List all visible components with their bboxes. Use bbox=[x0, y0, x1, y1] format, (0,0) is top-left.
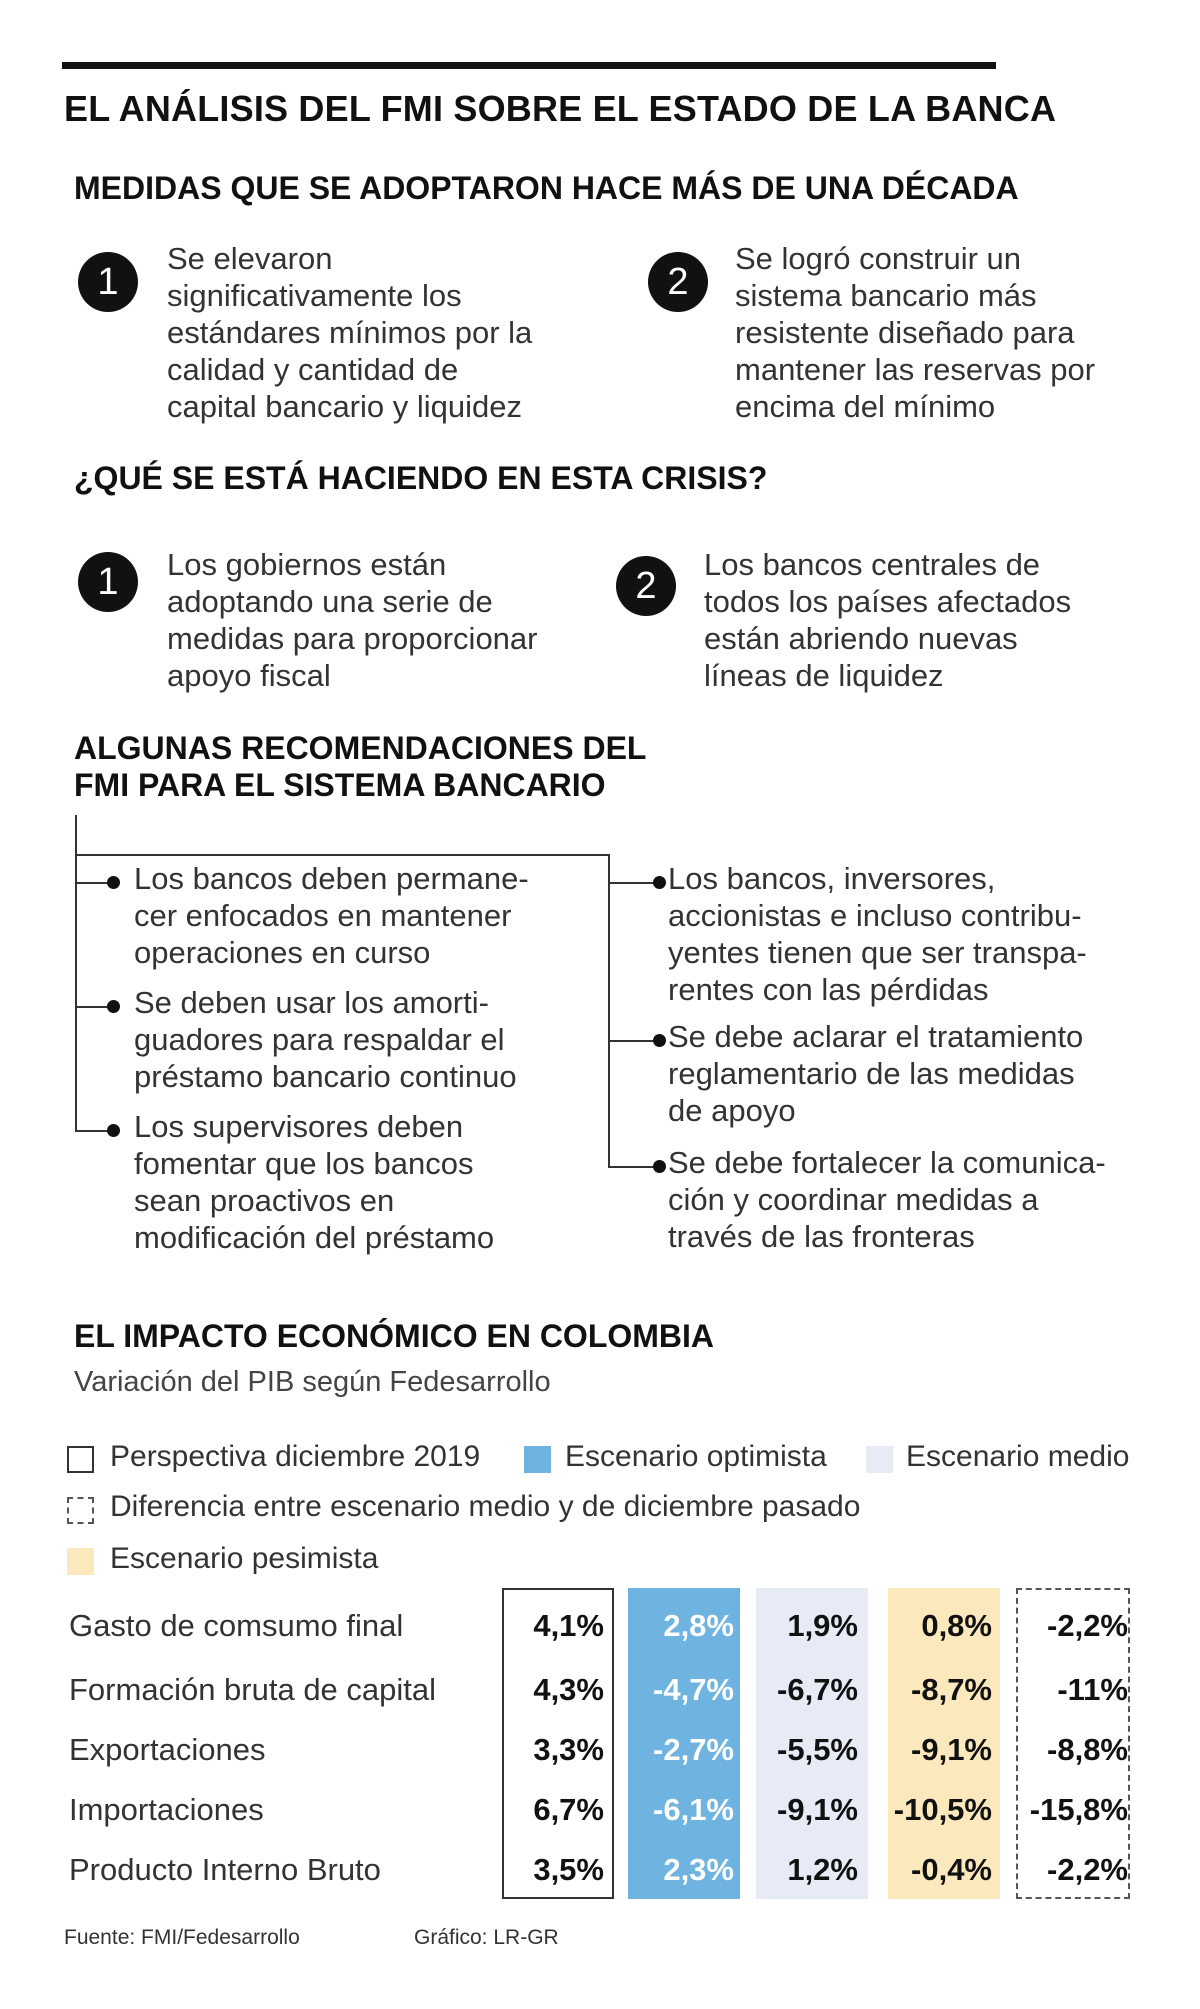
table-cell: -2,7% bbox=[653, 1732, 734, 1767]
section-heading-recomendaciones: ALGUNAS RECOMENDACIONES DEL FMI PARA EL SISTEMA BANCARIO bbox=[74, 730, 647, 803]
section-heading-medidas: MEDIDAS QUE SE ADOPTARON HACE MÁS DE UNA DÉCADA bbox=[74, 170, 1019, 206]
recommendation-text: Se deben usar los amorti- guadores para respaldar el préstamo bancario continuo bbox=[134, 985, 517, 1094]
bullet-dot bbox=[653, 1034, 666, 1047]
legend-label-medio: Escenario medio bbox=[906, 1440, 1130, 1473]
table-cell: 3,5% bbox=[533, 1852, 604, 1887]
table-cell: -4,7% bbox=[653, 1672, 734, 1707]
table-cell: -10,5% bbox=[893, 1792, 992, 1827]
page-title: EL ANÁLISIS DEL FMI SOBRE EL ESTADO DE LA BANCA bbox=[64, 88, 1057, 129]
recommendation-text: Los supervisores deben fomentar que los bancos sean proactivos en modificación del préstamo bbox=[134, 1109, 495, 1255]
bullet-dot bbox=[653, 1160, 666, 1173]
table-cell: -6,7% bbox=[777, 1672, 858, 1707]
recommendation-text: Los bancos deben permane- cer enfocados en mantener operaciones en curso bbox=[134, 861, 529, 970]
table-cell: -2,2% bbox=[1047, 1852, 1128, 1887]
table-cell: -15,8% bbox=[1029, 1792, 1128, 1827]
graphic-credit: Gráfico: LR-GR bbox=[414, 1926, 559, 1949]
recommendation-text: Se debe fortalecer la comunica- ción y coordinar medidas a través de las fronteras bbox=[668, 1145, 1106, 1254]
table-cell: 3,3% bbox=[533, 1732, 604, 1767]
table-cell: 1,2% bbox=[787, 1852, 858, 1887]
row-label: Exportaciones bbox=[69, 1732, 266, 1767]
number-badge-2: 2 bbox=[648, 252, 708, 312]
table-cell: 2,3% bbox=[663, 1852, 734, 1887]
crisis-1-text: Los gobiernos están adoptando una serie de medidas para proporcionar apoyo fiscal bbox=[167, 547, 538, 693]
row-label: Importaciones bbox=[69, 1792, 264, 1827]
connector-line bbox=[75, 854, 610, 856]
legend-swatch-pesimista bbox=[67, 1548, 94, 1575]
row-label: Producto Interno Bruto bbox=[69, 1852, 381, 1887]
legend-swatch-diferencia bbox=[67, 1497, 94, 1524]
table-cell: 4,1% bbox=[533, 1608, 604, 1643]
crisis-2-text: Los bancos centrales de todos los países afectados están abriendo nuevas líneas de liquidez bbox=[704, 547, 1072, 693]
table-cell: -9,1% bbox=[777, 1792, 858, 1827]
table-cell: -6,1% bbox=[653, 1792, 734, 1827]
bullet-dot bbox=[653, 876, 666, 889]
section-heading-impacto: EL IMPACTO ECONÓMICO EN COLOMBIA bbox=[74, 1318, 715, 1354]
table-cell: 2,8% bbox=[663, 1608, 734, 1643]
table-cell: -8,7% bbox=[911, 1672, 992, 1707]
top-rule bbox=[62, 62, 996, 69]
measure-2-text: Se logró construir un sistema bancario más resistente diseñado para mantener las reservas por encima del mínimo bbox=[735, 241, 1096, 424]
connector-line bbox=[608, 854, 610, 1168]
legend-label-optimista: Escenario optimista bbox=[565, 1440, 827, 1473]
section-heading-crisis: ¿QUÉ SE ESTÁ HACIENDO EN ESTA CRISIS? bbox=[74, 460, 768, 496]
legend-swatch-medio bbox=[866, 1446, 893, 1473]
section-subheading: Variación del PIB según Fedesarrollo bbox=[74, 1366, 551, 1398]
table-cell: 0,8% bbox=[921, 1608, 992, 1643]
table-cell: -9,1% bbox=[911, 1732, 992, 1767]
legend-swatch-optimista bbox=[524, 1446, 551, 1473]
recommendation-text: Los bancos, inversores, accionistas e incluso contribu- yentes tienen que ser transpa- rentes con las pérdidas bbox=[668, 861, 1087, 1007]
row-label: Gasto de comsumo final bbox=[69, 1608, 404, 1643]
connector-line bbox=[608, 882, 658, 884]
table-cell: 6,7% bbox=[533, 1792, 604, 1827]
table-cell: 4,3% bbox=[533, 1672, 604, 1707]
table-cell: -8,8% bbox=[1047, 1732, 1128, 1767]
row-label: Formación bruta de capital bbox=[69, 1672, 437, 1707]
bullet-dot bbox=[107, 876, 120, 889]
connector-line bbox=[608, 1040, 658, 1042]
bullet-dot bbox=[107, 1124, 120, 1137]
bullet-dot bbox=[107, 1000, 120, 1013]
recommendation-text: Se debe aclarar el tratamiento reglamentario de las medidas de apoyo bbox=[668, 1019, 1084, 1128]
connector-line bbox=[608, 1166, 658, 1168]
number-badge-1: 1 bbox=[78, 252, 138, 312]
number-badge-1: 1 bbox=[78, 552, 138, 612]
table-cell: -5,5% bbox=[777, 1732, 858, 1767]
table-cell: -2,2% bbox=[1047, 1608, 1128, 1643]
table-cell: -0,4% bbox=[911, 1852, 992, 1887]
legend-label-diferencia: Diferencia entre escenario medio y de diciembre pasado bbox=[110, 1490, 861, 1523]
connector-line bbox=[75, 815, 77, 1131]
source-credit: Fuente: FMI/Fedesarrollo bbox=[64, 1926, 300, 1949]
table-cell: -11% bbox=[1057, 1672, 1128, 1707]
legend-swatch-perspectiva bbox=[67, 1446, 94, 1473]
number-badge-2: 2 bbox=[616, 556, 676, 616]
legend-label-perspectiva: Perspectiva diciembre 2019 bbox=[110, 1440, 481, 1473]
measure-1-text: Se elevaron significativamente los estándares mínimos por la calidad y cantidad de capital bancario y liquidez bbox=[167, 241, 533, 424]
table-cell: 1,9% bbox=[787, 1608, 858, 1643]
legend-label-pesimista: Escenario pesimista bbox=[110, 1542, 379, 1575]
